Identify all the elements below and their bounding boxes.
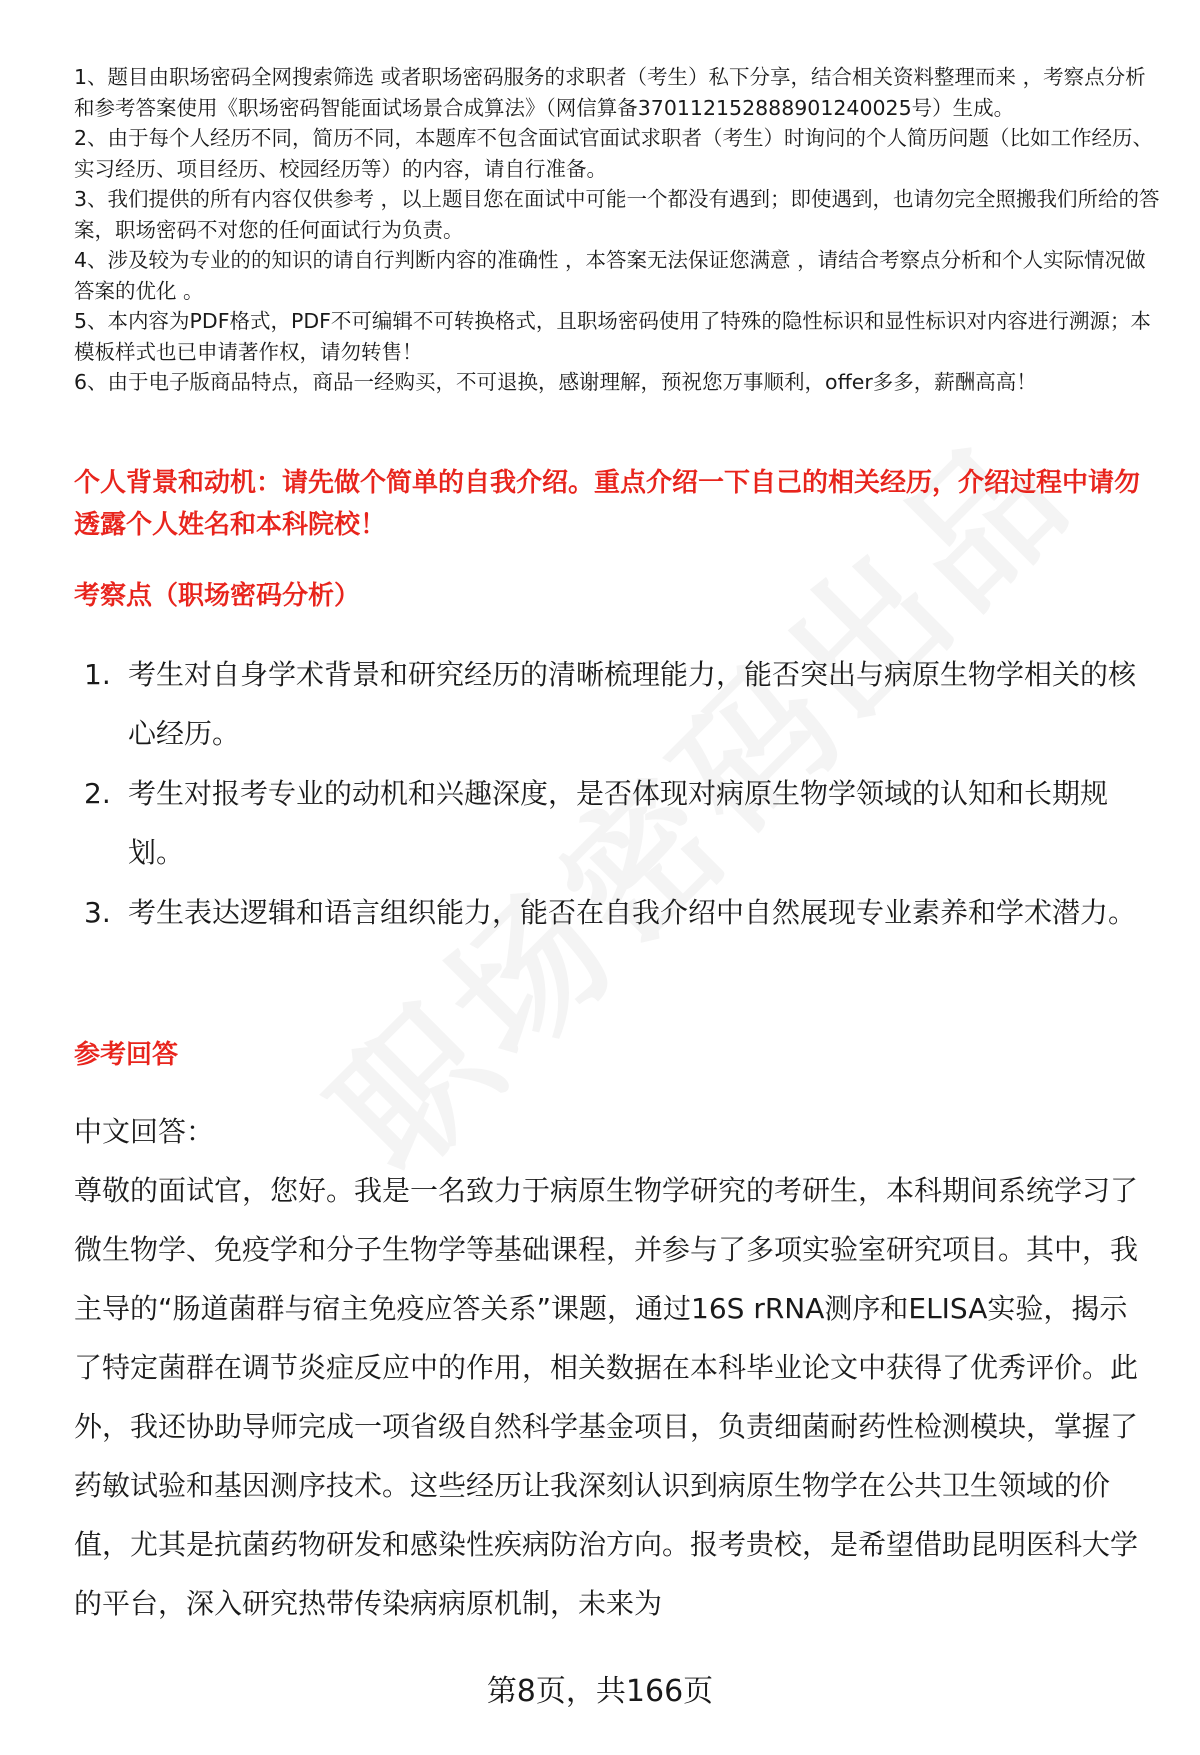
focus-point-text: 考生对报考专业的动机和兴趣深度，是否体现对病原生物学领域的认知和长期规划。 bbox=[128, 777, 1109, 869]
disclaimer-item: 5、本内容为PDF格式，PDF不可编辑不可转换格式，且职场密码使用了特殊的隐性标识和显性标识对内容进行溯源；本模板样式也已申请著作权，请勿转售！ bbox=[74, 309, 1151, 364]
focus-point bbox=[74, 883, 1154, 942]
answer-heading: 参考回答 bbox=[74, 1040, 179, 1070]
focus-point-number: 2. bbox=[84, 777, 111, 810]
disclaimer-item: 2、由于每个人经历不同，简历不同，本题库不包含面试官面试求职者（考生）时询问的个人简历问题（比如工作经历、实习经历、项目经历、校园经历等）的内容，请自行准备。 bbox=[74, 126, 1154, 181]
answer-block bbox=[74, 1102, 1154, 1633]
question-heading: 个人背景和动机：请先做个简单的自我介绍。重点介绍一下自己的相关经历，介绍过程中请勿透露个人姓名和本科院校！ bbox=[74, 468, 1141, 540]
focus-point bbox=[74, 645, 1154, 763]
disclaimer-block bbox=[74, 62, 1164, 398]
focus-point-text: 考生表达逻辑和语言组织能力，能否在自我介绍中自然展现专业素养和学术潜力。 bbox=[128, 896, 1137, 929]
focus-point-number: 3. bbox=[84, 896, 111, 929]
answer-text: 尊敬的面试官，您好。我是一名致力于病原生物学研究的考研生，本科期间系统学习了微生物学、免疫学和分子生物学等基础课程，并参与了多项实验室研究项目。其中，我主导的“肠道菌群与宿主免疫应答关系”课题，通过16S rRNA测序和ELISA实验，揭示了特定菌群在调节炎症反应中的作用，相关数据在本科毕业论文中获得了优秀评价。此外，我还协助导师完成一项省级自然科学基金项目，负责细菌耐药性检测模块，掌握了药敏试验和基因测序技术。这些经历让我深刻认识到病原生物学在公共卫生领域的价值，尤其是抗菌药物研发和感染性疾病防治方向。报考贵校，是希望借助昆明医科大学的平台，深入研究热带传染病病原机制，未来为 bbox=[74, 1174, 1139, 1620]
disclaimer-item: 4、涉及较为专业的的知识的请自行判断内容的准确性 ，本答案无法保证您满意 ，请结合考察点分析和个人实际情况做答案的优化 。 bbox=[74, 248, 1146, 303]
focus-point-number: 1. bbox=[84, 658, 111, 691]
page-footer: 第8页，共166页 bbox=[486, 1674, 714, 1709]
focus-point bbox=[74, 764, 1154, 882]
focus-heading: 考察点（职场密码分析） bbox=[74, 581, 361, 611]
focus-point-text: 考生对自身学术背景和研究经历的清晰梳理能力，能否突出与病原生物学相关的核心经历。 bbox=[128, 658, 1137, 750]
disclaimer-item: 1、题目由职场密码全网搜索筛选 或者职场密码服务的求职者（考生）私下分享，结合相关资料整理而来 ，考察点分析和参考答案使用《职场密码智能面试场景合成算法》（网信算备370112152888901240025号）生成。 bbox=[74, 65, 1146, 120]
disclaimer-item: 6、由于电子版商品特点，商品一经购买，不可退换，感谢理解，预祝您万事顺利，offer多多，薪酬高高！ bbox=[74, 370, 1037, 394]
disclaimer-item: 3、我们提供的所有内容仅供参考 ，以上题目您在面试中可能一个都没有遇到；即使遇到，也请勿完全照搬我们所给的答案，职场密码不对您的任何面试行为负责。 bbox=[74, 187, 1160, 242]
answer-label: 中文回答： bbox=[74, 1115, 215, 1148]
focus-points-list bbox=[74, 645, 1154, 943]
